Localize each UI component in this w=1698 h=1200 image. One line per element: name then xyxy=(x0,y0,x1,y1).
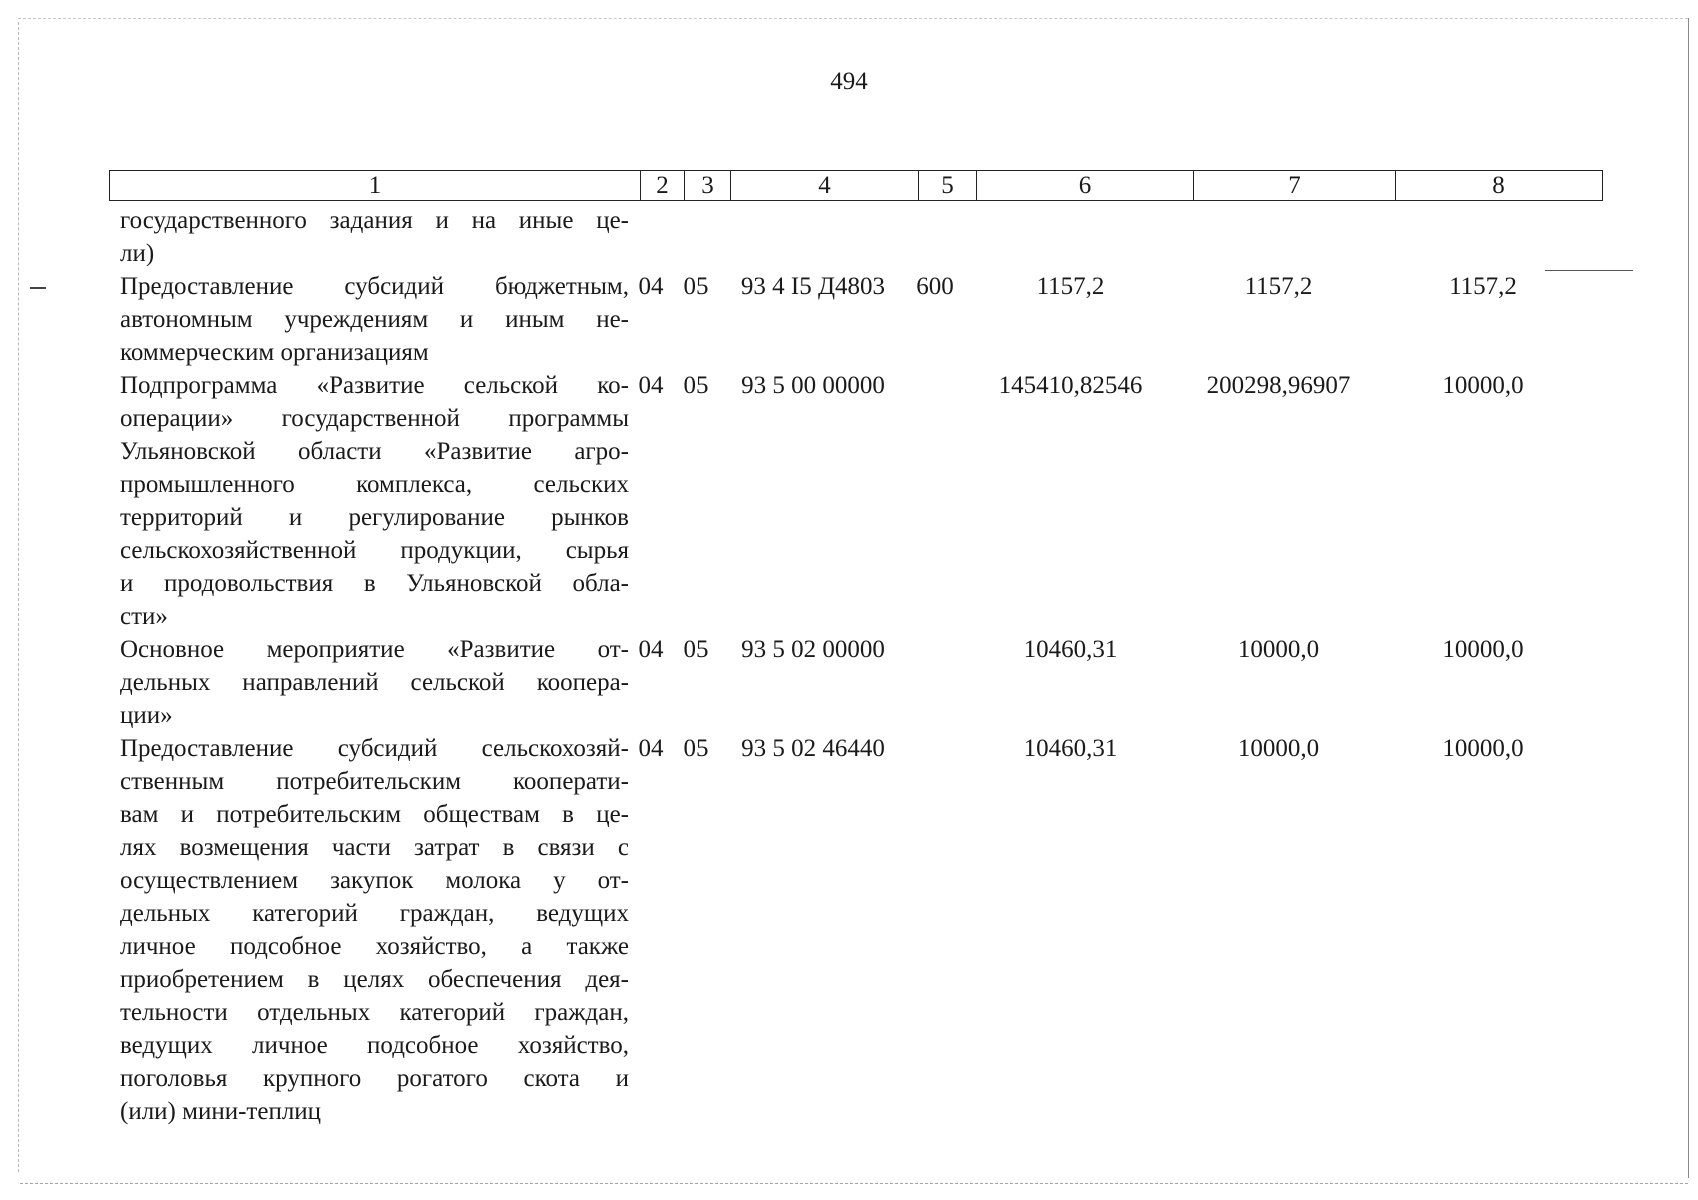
description-line: Предоставление субсидий сельскохозяй- xyxy=(120,735,629,762)
row-amount-col6: 1157,2 xyxy=(1036,273,1105,300)
row-target-code: 93 4 I5 Д4803 xyxy=(740,273,886,300)
table-row xyxy=(109,633,1603,732)
row-amount-col7: 1157,2 xyxy=(1244,273,1313,300)
row-amount-col8: 10000,0 xyxy=(1442,636,1524,663)
description-line: ции» xyxy=(120,702,173,729)
description-line: личное подсобное хозяйство, а также xyxy=(120,933,629,960)
row-section: 04 xyxy=(638,735,664,762)
row-amount-col7: 200298,96907 xyxy=(1206,372,1351,399)
row-amount-col6: 10460,31 xyxy=(1023,636,1118,663)
description-line: Предоставление субсидий бюджетным, xyxy=(120,273,629,300)
row-subsection: 05 xyxy=(683,636,709,663)
header-col-6: 6 xyxy=(977,171,1194,200)
description-line: ли) xyxy=(120,240,155,267)
header-col-3: 3 xyxy=(685,171,731,200)
description-line: Ульяновской области «Развитие агро- xyxy=(120,438,629,465)
header-col-2: 2 xyxy=(641,171,685,200)
row-amount-col6: 145410,82546 xyxy=(998,372,1143,399)
row-section xyxy=(629,204,673,270)
table-header-row xyxy=(109,170,1603,201)
row-expense-type: 600 xyxy=(916,273,954,300)
description-line: дельных категорий граждан, ведущих xyxy=(120,900,629,927)
row-section: 04 xyxy=(638,636,664,663)
table-row xyxy=(109,732,1603,1128)
header-col-4: 4 xyxy=(731,171,919,200)
description-line: территорий и регулирование рынков xyxy=(120,504,629,531)
margin-mark xyxy=(30,287,46,289)
scan-border-bottom xyxy=(20,1183,1688,1184)
description-line: сельскохозяйственной продукции, сырья xyxy=(120,537,629,564)
row-description xyxy=(109,732,629,1128)
scan-border-right xyxy=(1688,18,1689,1178)
row-subsection: 05 xyxy=(683,372,709,399)
description-line: дельных направлений сельской коопера- xyxy=(120,669,629,696)
row-expense-type xyxy=(907,369,963,633)
row-amount-col8 xyxy=(1379,204,1587,270)
row-description xyxy=(109,369,629,633)
row-expense-type xyxy=(907,732,963,1128)
budget-table-body xyxy=(109,204,1603,1128)
scan-border-left xyxy=(18,22,19,1172)
description-line: (или) мини-теплиц xyxy=(120,1098,322,1125)
row-target-code: 93 5 02 00000 xyxy=(741,636,885,663)
row-amount-col6 xyxy=(963,204,1178,270)
row-amount-col7 xyxy=(1178,204,1379,270)
row-amount-col7: 10000,0 xyxy=(1237,636,1320,663)
description-line: приобретением в целях обеспечения дея- xyxy=(120,966,629,993)
description-line: вам и потребительским обществам в це- xyxy=(120,801,629,828)
row-amount-col8: 1157,2 xyxy=(1449,273,1517,300)
table-row xyxy=(109,270,1603,369)
header-col-5: 5 xyxy=(919,171,977,200)
row-subsection: 05 xyxy=(683,735,709,762)
row-target-code xyxy=(719,204,907,270)
header-col-1: 1 xyxy=(110,171,641,200)
table-row xyxy=(109,369,1603,633)
description-line: и продовольствия в Ульяновской обла- xyxy=(120,570,629,597)
row-expense-type xyxy=(907,204,963,270)
table-row xyxy=(109,204,1603,270)
row-description xyxy=(109,633,629,732)
row-description xyxy=(109,204,629,270)
row-target-code: 93 5 00 00000 xyxy=(741,372,885,399)
row-expense-type xyxy=(907,633,963,732)
row-description xyxy=(109,270,629,369)
row-amount-col8: 10000,0 xyxy=(1442,372,1524,399)
description-line: операции» государственной программы xyxy=(120,405,629,432)
description-line: сти» xyxy=(120,603,168,630)
page-number: 494 xyxy=(830,68,868,95)
description-line: государственного задания и на иные це- xyxy=(120,207,629,234)
scan-border-top xyxy=(18,18,1688,19)
row-section: 04 xyxy=(638,273,664,300)
row-section: 04 xyxy=(638,372,664,399)
description-line: коммерческим организациям xyxy=(120,339,429,366)
description-line: автономным учреждениям и иным не- xyxy=(120,306,629,333)
description-line: тельности отдельных категорий граждан, xyxy=(120,999,629,1026)
description-line: Основное мероприятие «Развитие от- xyxy=(120,636,629,663)
description-line: промышленного комплекса, сельских xyxy=(120,471,629,498)
description-line: поголовья крупного рогатого скота и xyxy=(120,1065,629,1092)
row-subsection: 05 xyxy=(683,273,709,300)
description-line: Подпрограмма «Развитие сельской ко- xyxy=(120,372,629,399)
header-col-7: 7 xyxy=(1194,171,1396,200)
header-col-8: 8 xyxy=(1492,172,1505,199)
row-amount-col6: 10460,31 xyxy=(1023,735,1118,762)
row-amount-col8: 10000,0 xyxy=(1442,735,1524,762)
row-subsection xyxy=(673,204,719,270)
description-line: ственным потребительским кооперати- xyxy=(120,768,629,795)
description-line: осуществлением закупок молока у от- xyxy=(120,867,629,894)
description-line: ведущих личное подсобное хозяйство, xyxy=(120,1032,629,1059)
row-amount-col7: 10000,0 xyxy=(1237,735,1320,762)
row-target-code: 93 5 02 46440 xyxy=(741,735,885,762)
description-line: лях возмещения части затрат в связи с xyxy=(120,834,629,861)
